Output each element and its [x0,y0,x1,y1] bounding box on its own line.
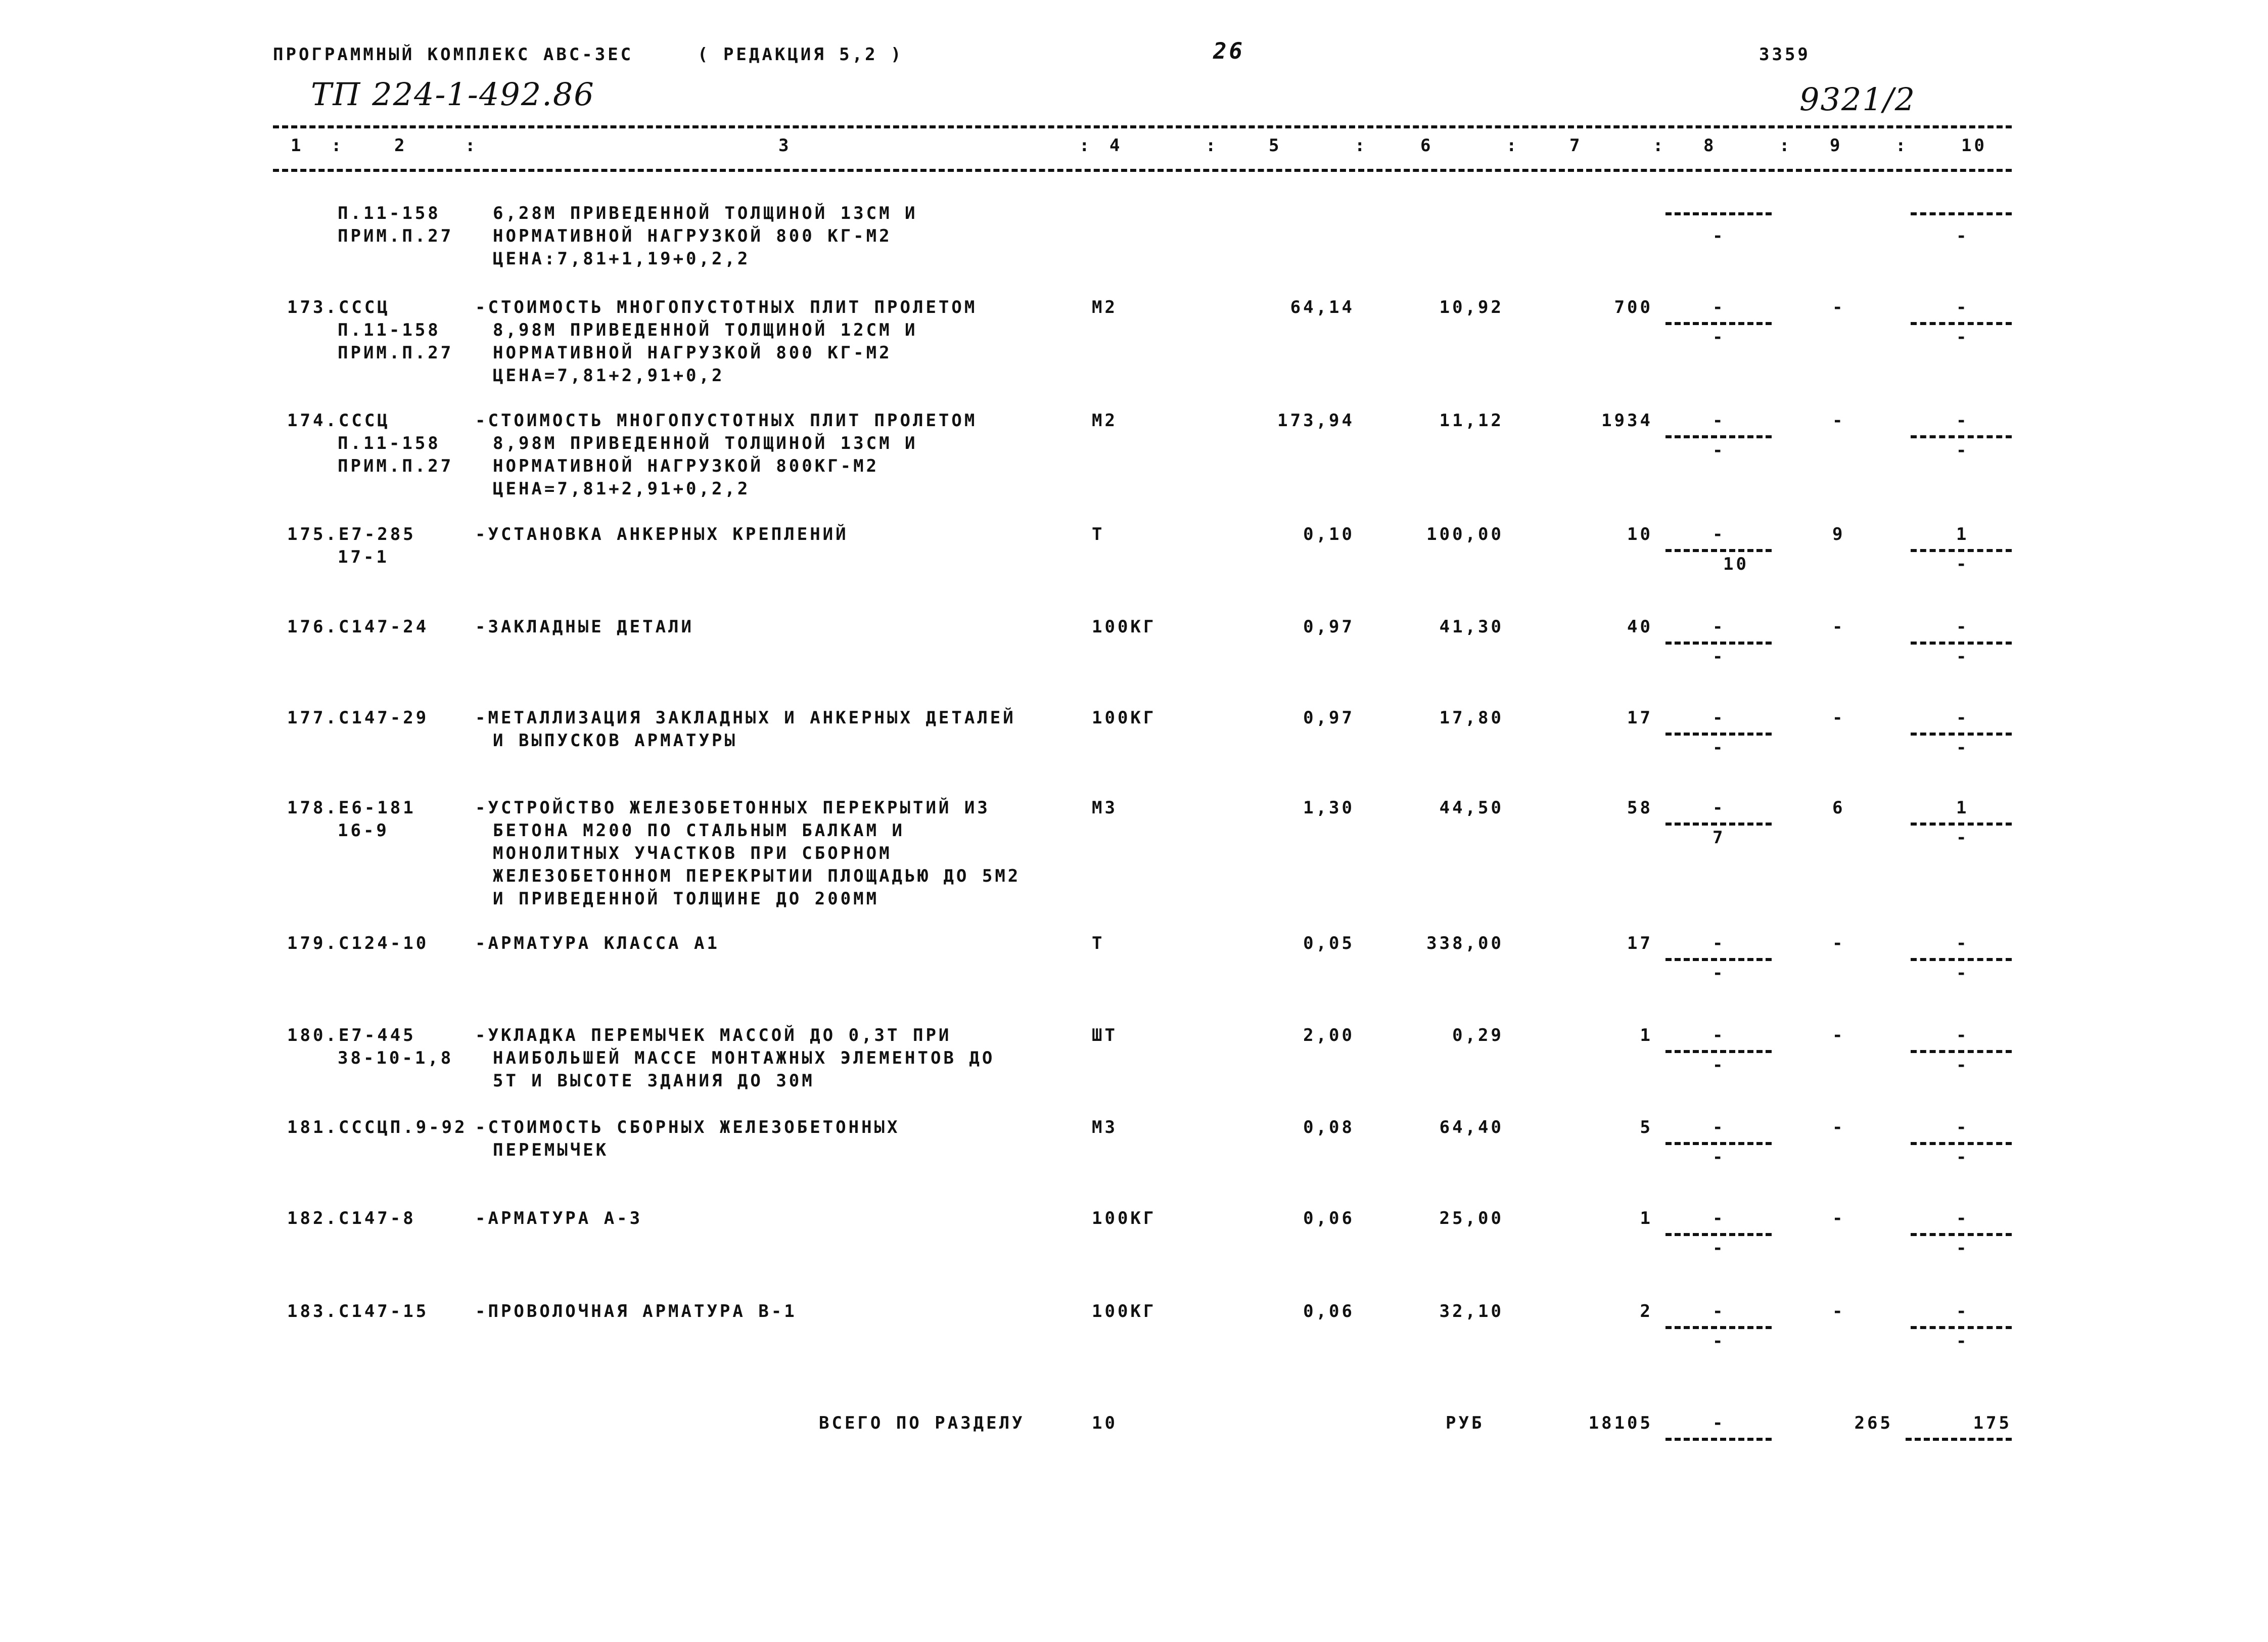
column-8-divider [1665,642,1772,645]
summary-column-8: - [1712,1413,1726,1433]
column-8-value-bottom: - [1712,440,1726,461]
column-10-value-bottom: - [1956,440,1969,461]
column-8-value-bottom: - [1712,226,1726,246]
item-description: ПЕРЕМЫЧЕК [493,1140,609,1160]
column-10-value-top: - [1956,1208,1969,1228]
item-unit: 100КГ [1092,1301,1156,1321]
column-number-2: 2 [394,135,407,156]
item-code: 179.С124-10 [287,933,429,953]
column-8-value-bottom: - [1712,327,1726,347]
column-separator: : [1779,135,1792,156]
item-code: ПРИМ.П.27 [338,226,454,246]
item-description: -УСТРОЙСТВО ЖЕЛЕЗОБЕТОННЫХ ПЕРЕКРЫТИЙ ИЗ [475,798,990,818]
column-8-value-top: - [1712,933,1726,953]
item-description: -СТОИМОСТЬ МНОГОПУСТОТНЫХ ПЛИТ ПРОЛЕТОМ [475,297,978,317]
column-8-divider [1665,435,1772,438]
column-8-value-top: - [1712,1025,1726,1045]
item-code: 180.Е7-445 [287,1025,416,1045]
item-total: 1 [1640,1025,1653,1045]
column-10-value-bottom: - [1956,738,1969,758]
project-number: ТП 224-1-492.86 [311,76,595,113]
item-code: 17-1 [338,547,389,567]
column-number-9: 9 [1830,135,1843,156]
item-unit-price: 11,12 [1439,410,1504,431]
column-10-divider [1911,1233,2012,1236]
column-separator: : [1355,135,1368,156]
column-8-value-top: - [1712,798,1726,818]
item-unit: 100КГ [1092,708,1156,728]
column-10-divider [1911,642,2012,645]
item-quantity: 2,00 [1303,1025,1355,1045]
column-8-divider [1665,1142,1772,1145]
item-unit-price: 64,40 [1439,1117,1504,1137]
column-9-value: - [1832,617,1845,637]
item-unit: М2 [1092,410,1118,431]
item-description: 5Т И ВЫСОТЕ ЗДАНИЯ ДО 30М [493,1071,815,1091]
column-8-divider [1665,1326,1772,1329]
summary-column-8-divider [1665,1438,1772,1441]
item-description: И ВЫПУСКОВ АРМАТУРЫ [493,731,737,751]
item-unit: Т [1092,933,1105,953]
item-unit: 100КГ [1092,1208,1156,1228]
column-10-value-top: 1 [1956,798,1969,818]
item-total: 1934 [1601,410,1653,431]
item-description: -ПРОВОЛОЧНАЯ АРМАТУРА В-1 [475,1301,797,1321]
column-10-divider [1911,549,2012,552]
item-code: 181.СССЦП.9-92 [287,1117,468,1137]
item-quantity: 0,06 [1303,1301,1355,1321]
column-10-divider [1911,1050,2012,1053]
column-9-value: - [1832,1208,1845,1228]
column-10-value-top: 1 [1956,524,1969,544]
column-10-value-bottom: - [1956,963,1969,983]
column-separator: : [1895,135,1909,156]
column-8-value-bottom: - [1712,647,1726,667]
item-description: НАИБОЛЬШЕЙ МАССЕ МОНТАЖНЫХ ЭЛЕМЕНТОВ ДО [493,1048,995,1068]
column-number-6: 6 [1420,135,1433,156]
item-total: 700 [1614,297,1653,317]
column-10-divider [1911,1142,2012,1145]
column-10-value-bottom: - [1956,327,1969,347]
item-code: П.11-158 [338,320,441,340]
item-description: -УСТАНОВКА АНКЕРНЫХ КРЕПЛЕНИЙ [475,524,849,544]
column-9-value: - [1832,933,1845,953]
item-description: И ПРИВЕДЕННОЙ ТОЛЩИНЕ ДО 200ММ [493,889,880,909]
item-description: ЦЕНА=7,81+2,91+0,2 [493,366,725,386]
column-number-7: 7 [1569,135,1583,156]
column-8-divider [1665,823,1772,826]
item-description: ЦЕНА=7,81+2,91+0,2,2 [493,479,751,499]
summary-total: 18105 [1588,1413,1653,1433]
column-8-divider [1665,958,1772,961]
item-code: 38-10-1,8 [338,1048,454,1068]
item-quantity: 0,97 [1303,617,1355,637]
column-9-value: 9 [1832,524,1845,544]
column-separator: : [1653,135,1666,156]
item-total: 10 [1627,524,1653,544]
column-number-1: 1 [291,135,304,156]
item-total: 2 [1640,1301,1653,1321]
item-code: 183.С147-15 [287,1301,429,1321]
item-unit: Т [1092,524,1105,544]
column-9-value: - [1832,410,1845,431]
item-code: 176.С147-24 [287,617,429,637]
item-description: НОРМАТИВНОЙ НАГРУЗКОЙ 800 КГ-М2 [493,343,892,363]
item-total: 40 [1627,617,1653,637]
item-description: ЦЕНА:7,81+1,19+0,2,2 [493,249,751,269]
column-8-value-bottom: - [1712,738,1726,758]
column-10-value-top: - [1956,1025,1969,1045]
column-8-divider [1665,549,1772,552]
item-unit: М2 [1092,297,1118,317]
column-10-value-bottom: - [1956,1238,1969,1258]
column-10-value-bottom: - [1956,554,1969,574]
column-number-4: 4 [1109,135,1123,156]
item-unit-price: 338,00 [1426,933,1504,953]
column-9-value: - [1832,1301,1845,1321]
item-description: -МЕТАЛЛИЗАЦИЯ ЗАКЛАДНЫХ И АНКЕРНЫХ ДЕТАЛЕЙ [475,708,1016,728]
item-description: -ЗАКЛАДНЫЕ ДЕТАЛИ [475,617,694,637]
item-unit-price: 44,50 [1439,798,1504,818]
item-quantity: 1,30 [1303,798,1355,818]
column-9-value: 6 [1832,798,1845,818]
column-10-divider [1911,958,2012,961]
column-10-value-top: - [1956,297,1969,317]
item-unit: ШТ [1092,1025,1118,1045]
column-8-value-top: - [1712,617,1726,637]
column-10-value-bottom: - [1956,1147,1969,1167]
column-separator: : [465,135,478,156]
item-unit-price: 17,80 [1439,708,1504,728]
column-10-divider [1911,823,2012,826]
column-8-value-bottom: - [1712,1331,1726,1351]
column-8-value-bottom: - [1712,1238,1726,1258]
column-8-value-top: - [1712,1208,1726,1228]
column-9-value: - [1832,297,1845,317]
item-total: 58 [1627,798,1653,818]
column-8-value-top: - [1712,410,1726,431]
item-unit: М3 [1092,1117,1118,1137]
item-total: 17 [1627,933,1653,953]
column-10-value-top: - [1956,708,1969,728]
item-unit: 100КГ [1092,617,1156,637]
item-description: МОНОЛИТНЫХ УЧАСТКОВ ПРИ СБОРНОМ [493,843,892,863]
item-quantity: 0,10 [1303,524,1355,544]
column-10-value-top: - [1956,410,1969,431]
document-code: 3359 [1759,44,1811,65]
summary-column-9: 265 [1854,1413,1893,1433]
item-unit: М3 [1092,798,1118,818]
item-code: 16-9 [338,820,389,841]
item-description: 6,28М ПРИВЕДЕННОЙ ТОЛЩИНОЙ 13СМ И [493,203,918,223]
column-8-value-top: - [1712,297,1726,317]
column-number-5: 5 [1269,135,1282,156]
item-unit-price: 10,92 [1439,297,1504,317]
column-10-divider [1911,1326,2012,1329]
item-description: -СТОИМОСТЬ МНОГОПУСТОТНЫХ ПЛИТ ПРОЛЕТОМ [475,410,978,431]
item-code: П.11-158 [338,203,441,223]
item-description: НОРМАТИВНОЙ НАГРУЗКОЙ 800 КГ-М2 [493,226,892,246]
item-quantity: 0,08 [1303,1117,1355,1137]
item-quantity: 0,05 [1303,933,1355,953]
item-unit-price: 0,29 [1452,1025,1504,1045]
item-description: 8,98М ПРИВЕДЕННОЙ ТОЛЩИНОЙ 12СМ И [493,320,918,340]
column-10-divider [1911,212,2012,215]
item-code: 177.С147-29 [287,708,429,728]
column-10-value-bottom: - [1956,828,1969,848]
column-8-value-bottom: - [1712,963,1726,983]
item-unit-price: 100,00 [1426,524,1504,544]
column-10-value-bottom: - [1956,1331,1969,1351]
item-description: БЕТОНА М200 ПО СТАЛЬНЫМ БАЛКАМ И [493,820,905,841]
column-separator: : [331,135,344,156]
item-total: 17 [1627,708,1653,728]
item-code: 175.Е7-285 [287,524,416,544]
item-unit-price: 41,30 [1439,617,1504,637]
summary-section: 10 [1092,1413,1118,1433]
column-8-value-bottom: - [1712,1147,1726,1167]
column-10-value-top: - [1956,1301,1969,1321]
page-number: 26 [1213,38,1245,64]
header-top-rule [273,125,2012,128]
column-separator: : [1079,135,1092,156]
summary-currency: РУБ [1446,1413,1485,1433]
column-8-value-bottom: 10 [1723,554,1749,574]
column-8-divider [1665,212,1772,215]
item-total: 5 [1640,1117,1653,1137]
column-9-value: - [1832,708,1845,728]
item-quantity: 0,97 [1303,708,1355,728]
item-code: 182.С147-8 [287,1208,416,1228]
item-code: ПРИМ.П.27 [338,456,454,476]
column-separator: : [1206,135,1219,156]
column-separator: : [1506,135,1519,156]
item-total: 1 [1640,1208,1653,1228]
column-number-10: 10 [1961,135,1987,156]
column-8-value-top: - [1712,1117,1726,1137]
item-description: 8,98М ПРИВЕДЕННОЙ ТОЛЩИНОЙ 13СМ И [493,433,918,453]
item-description: -СТОИМОСТЬ СБОРНЫХ ЖЕЛЕЗОБЕТОННЫХ [475,1117,900,1137]
item-description: НОРМАТИВНОЙ НАГРУЗКОЙ 800КГ-М2 [493,456,880,476]
column-10-divider [1911,733,2012,736]
summary-label: ВСЕГО ПО РАЗДЕЛУ [819,1413,1025,1433]
column-10-value-top: - [1956,617,1969,637]
item-code: ПРИМ.П.27 [338,343,454,363]
column-9-value: - [1832,1025,1845,1045]
item-code: П.11-158 [338,433,441,453]
column-10-value-bottom: - [1956,647,1969,667]
item-quantity: 0,06 [1303,1208,1355,1228]
column-8-divider [1665,1050,1772,1053]
summary-column-10: 175 [1973,1413,2012,1433]
column-8-divider [1665,1233,1772,1236]
column-10-divider [1911,322,2012,325]
item-description: -УКЛАДКА ПЕРЕМЫЧЕК МАССОЙ ДО 0,3Т ПРИ [475,1025,952,1045]
item-description: -АРМАТУРА А-3 [475,1208,643,1228]
column-10-divider [1911,435,2012,438]
column-8-value-top: - [1712,524,1726,544]
column-8-value-bottom: - [1712,1055,1726,1075]
item-quantity: 173,94 [1277,410,1355,431]
column-number-3: 3 [778,135,792,156]
edition-label: ( РЕДАКЦИЯ 5,2 ) [698,44,904,65]
column-8-value-top: - [1712,708,1726,728]
column-8-divider [1665,733,1772,736]
item-unit-price: 32,10 [1439,1301,1504,1321]
item-unit-price: 25,00 [1439,1208,1504,1228]
column-8-value-top: - [1712,1301,1726,1321]
column-10-value-top: - [1956,1117,1969,1137]
column-10-value-bottom: - [1956,226,1969,246]
column-10-value-top: - [1956,933,1969,953]
item-code: 173.СССЦ [287,297,390,317]
summary-column-10-divider [1906,1438,2012,1441]
item-code: 174.СССЦ [287,410,390,431]
sheet-number: 9321/2 [1799,81,1916,118]
item-description: ЖЕЛЕЗОБЕТОННОМ ПЕРЕКРЫТИИ ПЛОЩАДЬЮ ДО 5М2 [493,866,1021,886]
column-8-value-bottom: 7 [1712,828,1726,848]
header-bottom-rule [273,169,2012,172]
column-10-value-bottom: - [1956,1055,1969,1075]
column-8-divider [1665,322,1772,325]
column-number-8: 8 [1703,135,1717,156]
column-9-value: - [1832,1117,1845,1137]
item-quantity: 64,14 [1290,297,1355,317]
program-title: ПРОГРАММНЫЙ КОМПЛЕКС АВС-ЗЕС [273,44,634,65]
item-description: -АРМАТУРА КЛАССА А1 [475,933,720,953]
item-code: 178.Е6-181 [287,798,416,818]
